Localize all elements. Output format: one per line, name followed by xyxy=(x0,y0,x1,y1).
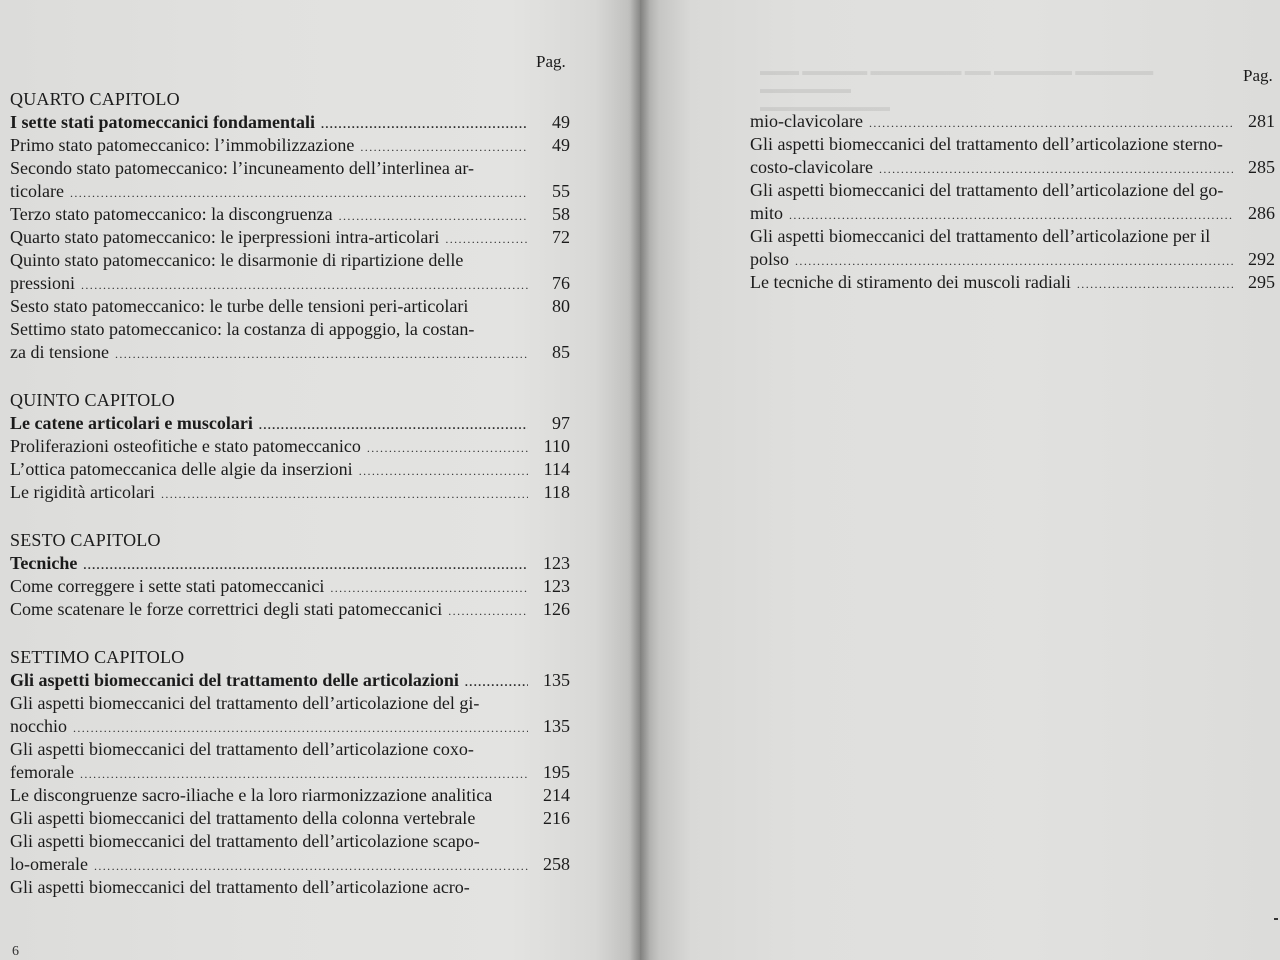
dot-leader xyxy=(1077,273,1233,296)
section-gap xyxy=(10,364,570,389)
chapter-heading: SETTIMO CAPITOLO xyxy=(10,647,185,667)
book-gutter xyxy=(630,0,650,960)
toc-page-number: 49 xyxy=(552,112,570,132)
toc-entry xyxy=(10,830,570,876)
toc-entry xyxy=(750,271,1275,294)
toc-page-number: 135 xyxy=(543,670,570,690)
toc-page-number: 292 xyxy=(1248,249,1275,269)
dot-leader xyxy=(465,671,528,694)
dot-leader xyxy=(94,855,528,878)
toc-entry-text: Secondo stato patomeccanico: l’incuneamento dell’interlinea ar- xyxy=(10,158,474,178)
toc-entry xyxy=(10,412,570,435)
toc-page-number: 85 xyxy=(552,342,570,362)
chapter-heading: SESTO CAPITOLO xyxy=(10,530,161,550)
dot-leader xyxy=(879,158,1233,181)
table-of-contents-right xyxy=(750,110,1275,294)
toc-entry xyxy=(10,318,570,364)
toc-entry-text: Gli aspetti biomeccanici del trattamento dell’articolazione del gi- xyxy=(10,693,480,713)
toc-entry xyxy=(10,807,570,830)
toc-page-number: 281 xyxy=(1248,111,1275,131)
page-corner-mark xyxy=(1274,918,1278,920)
toc-entry xyxy=(750,225,1275,271)
toc-entry-text: Le rigidità articolari xyxy=(10,482,155,502)
toc-page-number: 195 xyxy=(543,762,570,782)
section-gap xyxy=(10,621,570,646)
toc-entry xyxy=(10,157,570,203)
toc-entry-text: L’ottica patomeccanica delle algie da inserzioni xyxy=(10,459,353,479)
chapter-heading: QUARTO CAPITOLO xyxy=(10,89,180,109)
dot-leader xyxy=(360,136,528,159)
toc-entry-text: Sesto stato patomeccanico: le turbe delle tensioni peri-articolari xyxy=(10,296,469,316)
dot-leader xyxy=(70,182,528,205)
dot-leader xyxy=(80,763,528,786)
toc-entry xyxy=(10,249,570,295)
toc-entry-text: Gli aspetti biomeccanici del trattamento della colonna vertebrale xyxy=(10,808,476,828)
toc-entry-text: Gli aspetti biomeccanici del trattamento dell’articolazione scapo- xyxy=(10,831,480,851)
toc-entry-text: femorale xyxy=(10,762,74,782)
toc-entry-text: Gli aspetti biomeccanici del trattamento dell’articolazione del go- xyxy=(750,180,1224,200)
toc-entry xyxy=(10,226,570,249)
dot-leader xyxy=(359,460,528,483)
toc-entry-text: costo-clavicolare xyxy=(750,157,873,177)
toc-entry xyxy=(10,134,570,157)
toc-entry-text: mito xyxy=(750,203,784,223)
chapter-heading: QUINTO CAPITOLO xyxy=(10,390,175,410)
dot-leader xyxy=(330,577,528,600)
toc-entry-text: Quinto stato patomeccanico: le disarmonie di ripartizione delle xyxy=(10,250,464,270)
toc-page-number: 76 xyxy=(552,273,570,293)
toc-entry-text: Proliferazioni osteofitiche e stato patomeccanico xyxy=(10,436,361,456)
toc-entry-text: lo-omerale xyxy=(10,854,88,874)
toc-entry xyxy=(10,598,570,621)
dot-leader xyxy=(789,204,1233,227)
toc-entry xyxy=(10,203,570,226)
toc-entry xyxy=(10,876,570,899)
dot-leader xyxy=(81,274,528,297)
toc-page-number: 295 xyxy=(1248,272,1275,292)
toc-entry-text: Gli aspetti biomeccanici del trattamento delle articolazioni xyxy=(10,670,459,690)
dot-leader xyxy=(367,437,528,460)
table-of-contents-left xyxy=(10,88,570,899)
dot-leader xyxy=(259,414,528,437)
toc-entry xyxy=(10,458,570,481)
toc-page-number: 110 xyxy=(543,436,570,456)
toc-page-number: 97 xyxy=(552,413,570,433)
toc-page-number: 72 xyxy=(552,227,570,247)
toc-page-number: 258 xyxy=(543,854,570,874)
toc-entry xyxy=(10,111,570,134)
toc-entry-text: Settimo stato patomeccanico: la costanza di appoggio, la costan- xyxy=(10,319,475,339)
right-page-pag-label: Pag. xyxy=(1243,66,1273,85)
dot-leader xyxy=(448,600,528,623)
toc-entry-text: Tecniche xyxy=(10,553,78,573)
toc-entry-text: Gli aspetti biomeccanici del trattamento dell’articolazione per il xyxy=(750,226,1211,246)
dot-leader xyxy=(339,205,528,228)
toc-page-number: 135 xyxy=(543,716,570,736)
toc-page-number: 49 xyxy=(552,135,570,155)
dot-leader xyxy=(869,112,1233,135)
toc-page-number: 123 xyxy=(543,553,570,573)
toc-page-number: 286 xyxy=(1248,203,1275,223)
toc-page-number: 80 xyxy=(552,296,570,316)
dot-leader xyxy=(795,250,1233,273)
toc-page-number: 214 xyxy=(543,785,570,805)
toc-entry-text: Le tecniche di stiramento dei muscoli radiali xyxy=(750,272,1071,292)
toc-entry xyxy=(10,669,570,692)
toc-entry-text: Primo stato patomeccanico: l’immobilizzazione xyxy=(10,135,355,155)
toc-entry xyxy=(10,692,570,738)
toc-entry-text: Le discongruenze sacro-iliache e la loro riarmonizzazione analitica xyxy=(10,785,493,805)
toc-entry xyxy=(10,784,570,807)
page-number-fragment: 6 xyxy=(12,944,19,959)
toc-entry-text: Gli aspetti biomeccanici del trattamento dell’articolazione coxo- xyxy=(10,739,474,759)
toc-entry-text: nocchio xyxy=(10,716,67,736)
toc-entry-text: Le catene articolari e muscolari xyxy=(10,413,253,433)
toc-page-number: 126 xyxy=(543,599,570,619)
toc-entry xyxy=(750,110,1275,133)
toc-entry xyxy=(10,575,570,598)
left-page-pag-label: Pag. xyxy=(536,52,566,71)
toc-entry-text: polso xyxy=(750,249,790,269)
toc-entry-text: pressioni xyxy=(10,273,75,293)
dot-leader xyxy=(83,554,528,577)
toc-entry-text: Gli aspetti biomeccanici del trattamento dell’articolazione sterno- xyxy=(750,134,1223,154)
toc-entry-text: Come scatenare le forze correttrici degli stati patomeccanici xyxy=(10,599,443,619)
section-gap xyxy=(10,504,570,529)
toc-entry-text: za di tensione xyxy=(10,342,109,362)
toc-entry-text: I sette stati patomeccanici fondamentali xyxy=(10,112,315,132)
toc-entry-text: Quarto stato patomeccanico: le iperpressioni intra-articolari xyxy=(10,227,440,247)
bleed-through-text: ▬▬▬ ▬▬▬▬▬ ▬▬▬▬▬▬▬ ▬▬ ▬▬▬▬▬▬ ▬▬▬▬▬▬ ▬▬▬▬▬▬▬ ▬▬▬▬▬▬▬▬▬▬ xyxy=(760,63,1154,114)
toc-entry-text: Gli aspetti biomeccanici del trattamento dell’articolazione acro- xyxy=(10,877,470,897)
toc-page-number: 118 xyxy=(543,482,570,502)
dot-leader xyxy=(161,483,528,506)
toc-page-number: 216 xyxy=(543,808,570,828)
toc-page-number: 114 xyxy=(543,459,570,479)
dot-leader xyxy=(321,113,528,136)
toc-page-number: 285 xyxy=(1248,157,1275,177)
toc-page-number: 58 xyxy=(552,204,570,224)
dot-leader xyxy=(115,343,528,366)
dot-leader xyxy=(445,228,528,251)
toc-page-number: 123 xyxy=(543,576,570,596)
toc-entry xyxy=(10,481,570,504)
toc-entry-text: ticolare xyxy=(10,181,64,201)
toc-entry-text: mio-clavicolare xyxy=(750,111,863,131)
toc-entry xyxy=(10,738,570,784)
toc-page-number: 55 xyxy=(552,181,570,201)
toc-entry xyxy=(10,295,570,318)
toc-entry xyxy=(10,552,570,575)
toc-entry xyxy=(750,133,1275,179)
dot-leader xyxy=(73,717,528,740)
toc-entry xyxy=(750,179,1275,225)
toc-entry-text: Come correggere i sette stati patomeccanici xyxy=(10,576,325,596)
toc-entry xyxy=(10,435,570,458)
toc-entry-text: Terzo stato patomeccanico: la discongruenza xyxy=(10,204,333,224)
